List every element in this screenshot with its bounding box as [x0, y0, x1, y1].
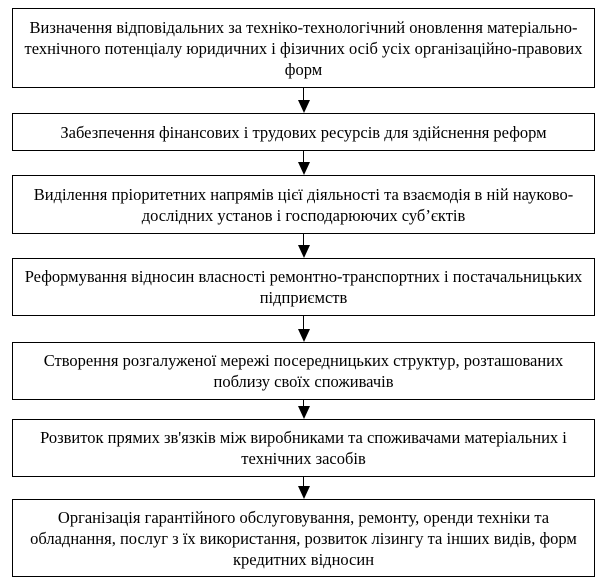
step-box-3: [12, 175, 595, 234]
arrow-down-icon-4: [298, 329, 310, 342]
arrow-shaft-2: [303, 151, 304, 162]
arrow-shaft-3: [303, 234, 304, 245]
step-text-5: Створення розгалуженої мережі посередницьких структур, розташованих поблизу своїх споживачів: [43, 351, 564, 391]
step-box-1: [12, 8, 595, 88]
step-text-4: Реформування відносин власності ремонтно-транспортних і постачальницьких підприємств: [24, 267, 583, 307]
arrow-down-icon-6: [298, 486, 310, 499]
step-text-1: Визначення відповідальних за техніко-технологічний оновлення матеріально-технічного потенціалу юридичних і фізичних осіб усіх організаційно-правових форм: [24, 17, 583, 79]
arrow-down-icon-2: [298, 162, 310, 175]
step-box-5: [12, 342, 595, 400]
step-text-2: Забезпечення фінансових і трудових ресурсів для здійснення реформ: [60, 122, 547, 142]
step-box-4: [12, 258, 595, 316]
arrow-shaft-4: [303, 316, 304, 329]
step-box-7: [12, 499, 595, 577]
arrow-shaft-1: [303, 88, 304, 100]
arrow-shaft-6: [303, 477, 304, 486]
step-box-2: [12, 113, 595, 151]
arrow-down-icon-5: [298, 406, 310, 419]
arrow-down-icon-1: [298, 100, 310, 113]
step-text-3: Виділення пріоритетних напрямів цієї діяльності та взаємодія в ній науково-дослідних установ і господарюючих суб’єктів: [33, 184, 574, 225]
arrow-down-icon-3: [298, 245, 310, 258]
step-text-7: Організація гарантійного обслуговування, ремонту, оренди техніки та обладнання, послуг з їх використання, розвиток лізингу та інших видів, форм кредитних відносин: [30, 507, 577, 569]
step-box-6: [12, 419, 595, 477]
step-text-6: Розвиток прямих зв'язків між виробниками та споживачами матеріальних і технічних засобів: [40, 428, 567, 468]
